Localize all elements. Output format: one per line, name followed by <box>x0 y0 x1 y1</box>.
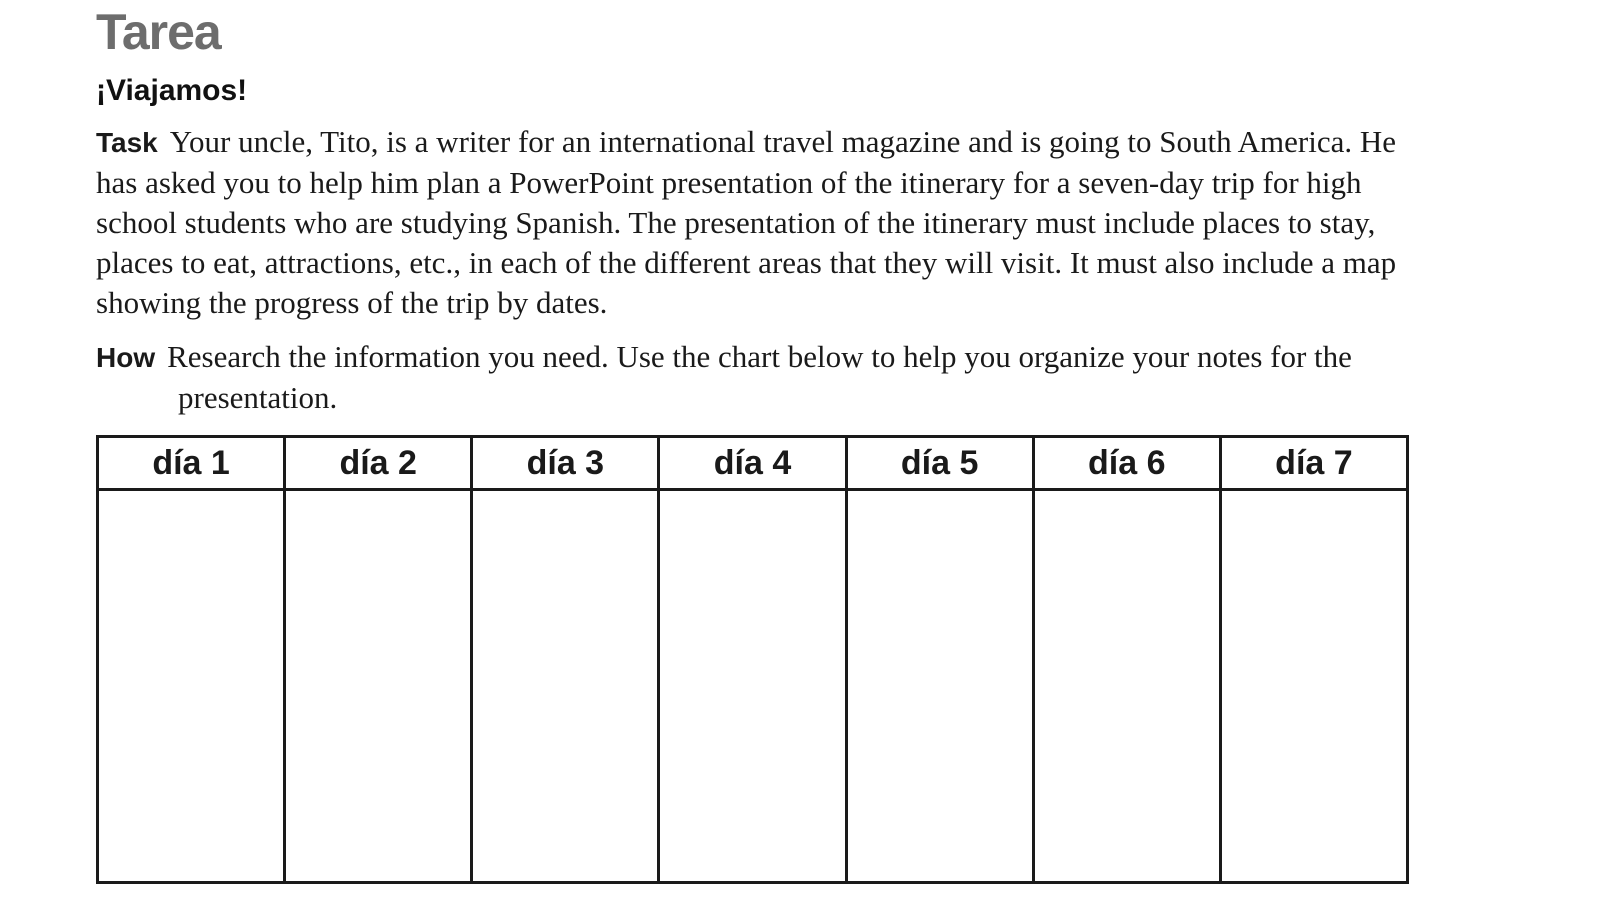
itinerary-chart <box>96 435 1409 884</box>
task-paragraph <box>96 122 1436 323</box>
header-row <box>98 437 1408 490</box>
notes-cell-dia-7[interactable] <box>1220 490 1407 883</box>
notes-cell-dia-4[interactable] <box>659 490 846 883</box>
column-header-dia-2: día 2 <box>285 437 472 490</box>
column-header-dia-5: día 5 <box>846 437 1033 490</box>
notes-cell-dia-6[interactable] <box>1033 490 1220 883</box>
notes-cell-dia-2[interactable] <box>285 490 472 883</box>
column-header-dia-7: día 7 <box>1220 437 1407 490</box>
column-header-dia-6: día 6 <box>1033 437 1220 490</box>
column-header-dia-3: día 3 <box>472 437 659 490</box>
notes-cell-dia-5[interactable] <box>846 490 1033 883</box>
how-paragraph <box>96 337 1436 418</box>
how-text: Research the information you need. Use the chart below to help you organize your notes for the presentation. <box>167 339 1352 415</box>
notes-cell-dia-1[interactable] <box>98 490 285 883</box>
column-header-dia-4: día 4 <box>659 437 846 490</box>
task-text: Your uncle, Tito, is a writer for an international travel magazine and is going to South America. He has asked you to help him plan a PowerPoint presentation of the itinerary for a seven-day trip for high school students who are studying Spanish. The presentation of the itinerary must include places to stay, places to eat, attractions, etc., in each of the different areas that they will visit. It must also include a map showing the progress of the trip by dates. <box>96 124 1397 320</box>
how-label: How <box>96 342 156 373</box>
task-label: Task <box>96 127 158 158</box>
notes-row <box>98 490 1408 883</box>
activity-title: ¡Viajamos! <box>96 74 248 107</box>
notes-cell-dia-3[interactable] <box>472 490 659 883</box>
page-title: Tarea <box>96 4 221 60</box>
column-header-dia-1: día 1 <box>98 437 285 490</box>
